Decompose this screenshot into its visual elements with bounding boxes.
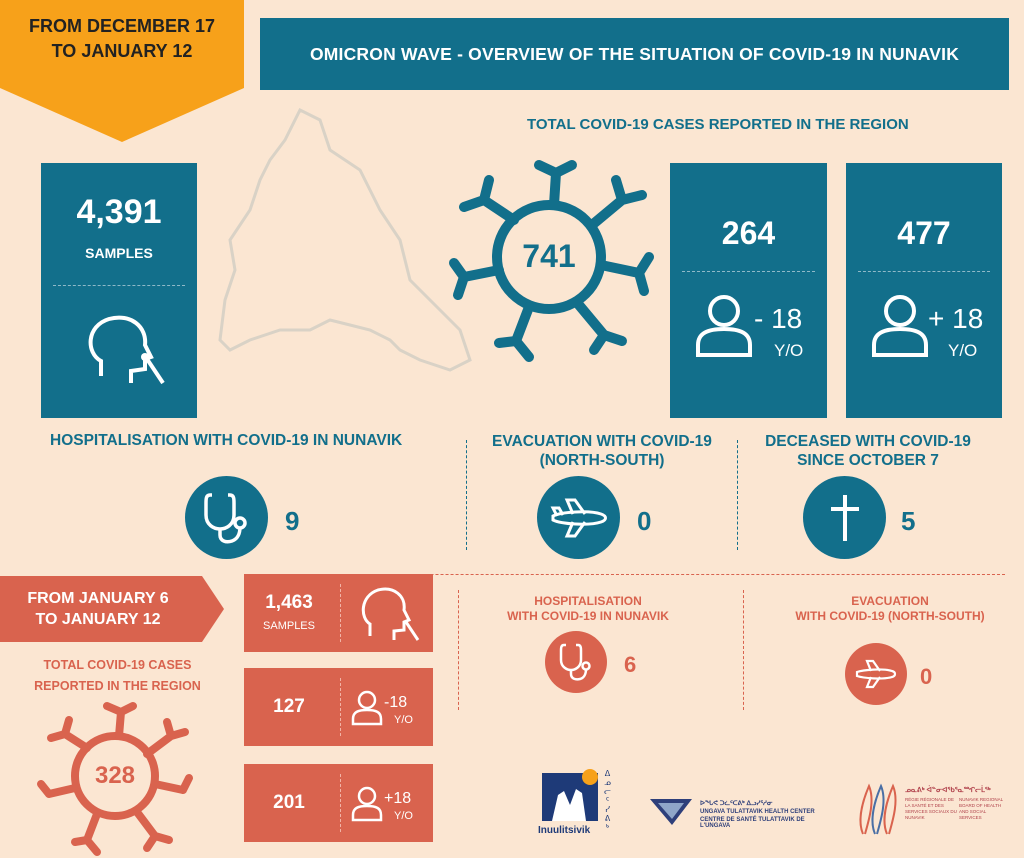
- divider: [340, 678, 341, 736]
- divider: [737, 440, 738, 550]
- stethoscope-circle: [185, 476, 268, 559]
- page-title: OMICRON WAVE - OVERVIEW OF THE SITUATION OF COVID-19 IN NUNAVIK: [309, 43, 960, 64]
- divider: [858, 271, 990, 272]
- week-over18-card: [244, 764, 433, 842]
- divider: [466, 440, 467, 550]
- hospitalisation-value: 9: [285, 506, 300, 536]
- week-samples-label: SAMPLES: [263, 620, 315, 632]
- week-total-cases-value: 328: [94, 762, 136, 789]
- week-under18-unit: Y/O: [394, 714, 413, 726]
- nrbhss-mark-icon: [853, 780, 903, 836]
- week-under18-value: 127: [273, 696, 305, 717]
- plane-circle: [845, 643, 907, 705]
- total-cases-label: TOTAL COVID-19 CASES REPORTED IN THE REGION: [527, 116, 909, 133]
- divider: [682, 271, 815, 272]
- under18-card: [670, 163, 827, 418]
- stethoscope-circle: [545, 631, 607, 693]
- week-over18-value: 201: [273, 792, 305, 813]
- ungava-en: UNGAVA TULATTAVIK HEALTH CENTER: [700, 809, 815, 815]
- nrbhss-en: NUNAVIK REGIONAL BOARD OF HEALTH AND SOCIAL SERVICES: [959, 797, 1004, 820]
- stethoscope-icon: [558, 642, 594, 682]
- week-over18-unit: Y/O: [394, 810, 413, 822]
- nrbhss-syllabics: ᓄᓇᕕᒃ ᐋᓐᓂᐊᖃᕐᓇᙱᓕᒫᖅ: [905, 787, 991, 794]
- samples-card: [41, 163, 197, 418]
- deceased-value: 5: [901, 506, 916, 536]
- under18-label: - 18: [754, 303, 803, 334]
- airplane-icon: [854, 658, 898, 690]
- evacuation-value: 0: [637, 506, 652, 536]
- divider: [53, 285, 185, 286]
- nrbhss-fr: RÉGIE RÉGIONALE DE LA SANTÉ ET DES SERVICES SOCIAUX DU NUNAVIK: [905, 797, 957, 820]
- week-hospitalisation-value: 6: [624, 652, 637, 677]
- plane-circle: [537, 476, 620, 559]
- week-over18-label: +18: [384, 790, 412, 807]
- under18-unit: Y/O: [774, 341, 804, 360]
- deceased-line1: DECEASED WITH COVID-19: [765, 433, 971, 450]
- evacuation-line1: EVACUATION WITH COVID-19: [492, 433, 712, 450]
- week-period-banner: [0, 576, 224, 642]
- week-evacuation-value: 0: [920, 664, 933, 689]
- stethoscope-icon: [202, 491, 252, 545]
- inuulitsivik-name: Inuulitsivik: [538, 825, 591, 836]
- under18-value: 264: [721, 215, 776, 251]
- week-under18-label: -18: [384, 694, 408, 711]
- title-bar: [260, 18, 1009, 90]
- week-hospitalisation-line1: HOSPITALISATION: [534, 594, 642, 608]
- ungava-syllabics: ᐅᖓᕙ ᑐᓛᑦᑕᕕᒃ ᐃᓗᓯᕐᓱᓂ: [700, 800, 773, 807]
- ungava-fr: CENTRE DE SANTÉ TULATTAVIK DE L'UNGAVA: [700, 817, 805, 829]
- week-period-line1: FROM JANUARY 6: [27, 590, 169, 607]
- climbers-icon: [542, 765, 602, 823]
- week-evacuation-line1: EVACUATION: [851, 594, 929, 608]
- samples-value: 4,391: [76, 193, 162, 231]
- week-hospitalisation-line2: WITH COVID-19 IN NUNAVIK: [507, 609, 669, 623]
- main-period-banner: [0, 0, 244, 142]
- week-total-label-line1: TOTAL COVID-19 CASES: [43, 658, 192, 672]
- hospitalisation-label: HOSPITALISATION WITH COVID-19 IN NUNAVIK: [50, 432, 403, 449]
- person-icon: [350, 786, 384, 822]
- over18-unit: Y/O: [948, 341, 978, 360]
- over18-label: + 18: [928, 303, 984, 334]
- person-icon: [870, 293, 930, 359]
- divider: [340, 774, 341, 832]
- test-swab-icon: [81, 311, 171, 391]
- ungava-logo: [648, 795, 828, 835]
- test-swab-icon: [356, 584, 422, 644]
- airplane-icon: [549, 496, 609, 540]
- person-icon: [350, 690, 384, 726]
- nrbhss-logo: [853, 780, 1013, 840]
- divider: [743, 590, 744, 710]
- cross-circle: [803, 476, 886, 559]
- cross-icon: [825, 493, 865, 543]
- ungava-mark-icon: [648, 797, 694, 827]
- inuulitsivik-logo: [540, 765, 620, 845]
- week-samples-card: [244, 574, 433, 652]
- divider: [340, 584, 341, 642]
- main-period-line2: TO JANUARY 12: [51, 41, 193, 61]
- week-evacuation-line2: WITH COVID-19 (NORTH-SOUTH): [795, 609, 985, 623]
- samples-label: SAMPLES: [85, 245, 153, 261]
- week-samples-value: 1,463: [265, 592, 313, 613]
- person-icon: [694, 293, 754, 359]
- over18-value: 477: [897, 215, 951, 251]
- main-period-line1: FROM DECEMBER 17: [28, 16, 216, 36]
- over18-card: [846, 163, 1002, 418]
- week-under18-card: [244, 668, 433, 746]
- total-cases-value: 741: [522, 238, 576, 274]
- evacuation-line2: (NORTH-SOUTH): [539, 452, 665, 469]
- inuulitsivik-syllabics: ᐃᓄᓕᑦᓯᕕᒃ: [603, 769, 612, 832]
- week-period-line2: TO JANUARY 12: [35, 611, 161, 628]
- deceased-line2: SINCE OCTOBER 7: [797, 452, 939, 469]
- week-total-label-line2: REPORTED IN THE REGION: [34, 679, 201, 693]
- divider: [458, 590, 459, 710]
